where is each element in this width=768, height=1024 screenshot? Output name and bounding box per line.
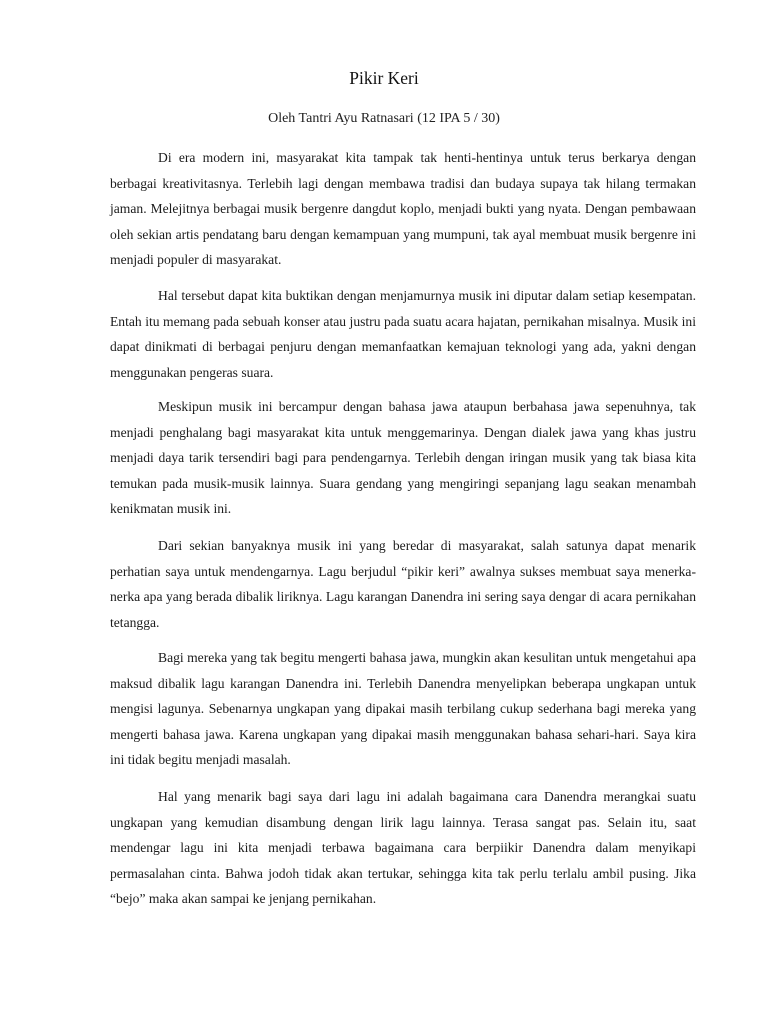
paragraph-3: Meskipun musik ini bercampur dengan bahasa jawa ataupun berbahasa jawa sepenuhnya, tak menjadi penghalang bagi masyarakat kita untuk menggemarinya. Dengan dialek jawa yang khas justru menjadi daya tarik tersendiri bagi para pendengarnya. Terlebih dengan iringan musik yang tak biasa kita temukan pada musik-musik lainnya. Suara gendang yang mengiringi sepanjang lagu seakan menambah kenikmatan musik ini. xyxy=(110,399,696,517)
paragraph-1: Di era modern ini, masyarakat kita tampak tak henti-hentinya untuk terus berkarya dengan berbagai kreativitasnya. Terlebih lagi dengan membawa tradisi dan budaya supaya tak hilang termakan jaman. Melejitnya berbagai musik bergenre dangdut koplo, menjadi bukti yang nyata. Dengan pembawaan oleh sekian artis pendatang baru dengan kemampuan yang mumpuni, tak ayal membuat musik bergenre ini menjadi populer di masyarakat. xyxy=(110,150,696,268)
paragraph-4: Dari sekian banyaknya musik ini yang beredar di masyarakat, salah satunya dapat menarik perhatian saya untuk mendengarnya. Lagu berjudul “pikir keri” awalnya sukses membuat saya menerka-nerka apa yang berada dibalik liriknya. Lagu karangan Danendra ini sering saya dengar di acara pernikahan tetangga. xyxy=(110,538,696,630)
document-title: Pikir Keri xyxy=(349,68,419,88)
paragraph-6: Hal yang menarik bagi saya dari lagu ini adalah bagaimana cara Danendra merangkai suatu ungkapan yang kemudian disambung dengan lirik lagu lainnya. Terasa sangat pas. Selain itu, saat mendengar lagu ini kita menjadi terbawa bagaimana cara berpiikir Danendra dalam menyikapi permasalahan cinta. Bahwa jodoh tidak akan tertukar, sehingga kita tak perlu terlalu ambil pusing. Jika “bejo” maka akan sampai ke jenjang pernikahan. xyxy=(110,789,696,907)
paragraph-2: Hal tersebut dapat kita buktikan dengan menjamurnya musik ini diputar dalam setiap kesempatan. Entah itu memang pada sebuah konser atau justru pada suatu acara hajatan, pernikahan misalnya. Musik ini dapat dinikmati di berbagai penjuru dengan memanfaatkan kemajuan teknologi yang ada, yakni dengan menggunakan pengeras suara. xyxy=(110,288,696,380)
paragraph-5: Bagi mereka yang tak begitu mengerti bahasa jawa, mungkin akan kesulitan untuk mengetahui apa maksud dibalik lagu karangan Danendra ini. Terlebih Danendra menyelipkan beberapa ungkapan untuk mengisi lagunya. Sebenarnya ungkapan yang dipakai masih terbilang cukup sederhana bagi mereka yang mengerti bahasa jawa. Karena ungkapan yang dipakai masih menggunakan bahasa sehari-hari. Saya kira ini tidak begitu menjadi masalah. xyxy=(110,650,696,768)
author-byline: Oleh Tantri Ayu Ratnasari (12 IPA 5 / 30) xyxy=(268,111,500,126)
